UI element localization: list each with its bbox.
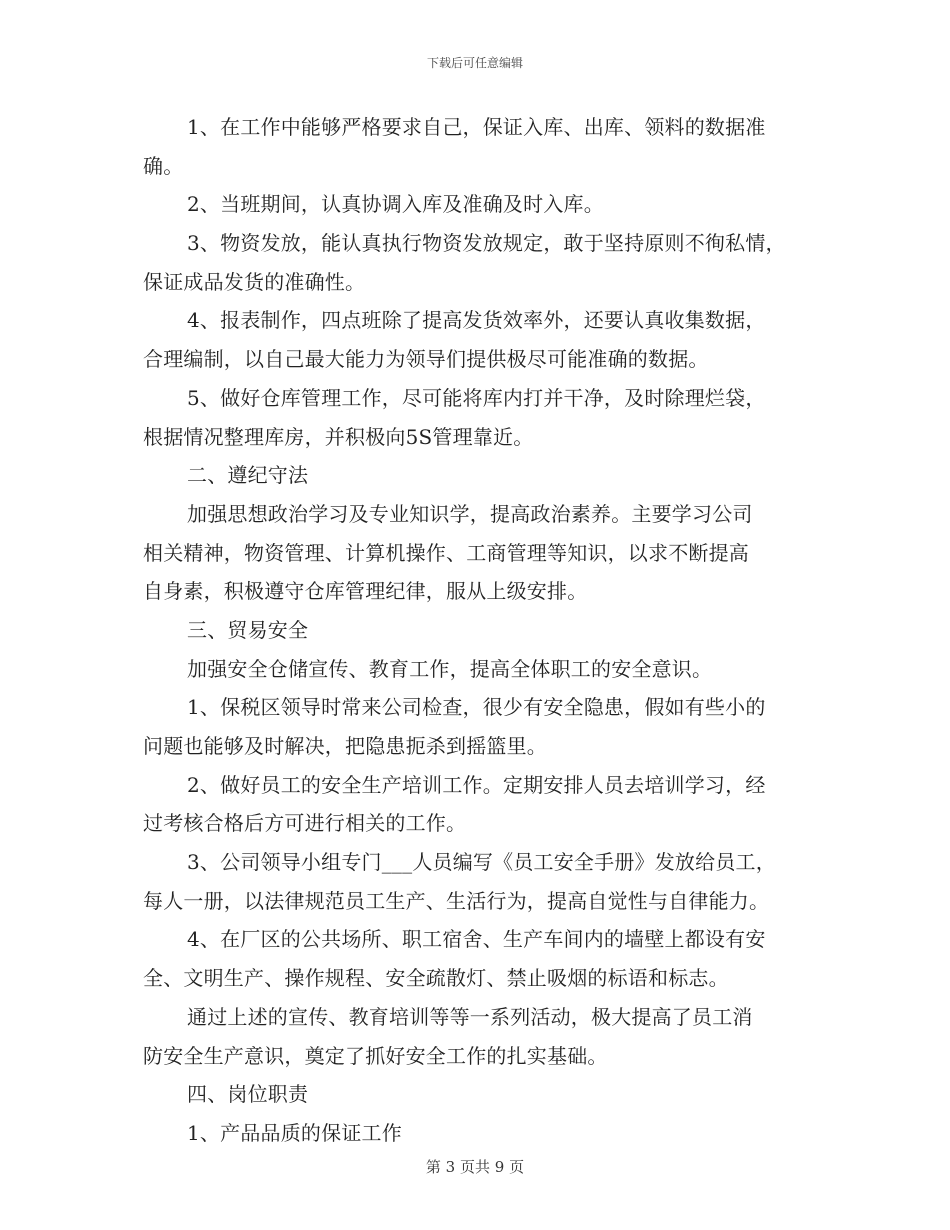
text-line: 全、文明生产、操作规程、安全疏散灯、禁止吸烟的标语和标志。 <box>143 966 729 991</box>
text-line: 4、报表制作，四点班除了提高发货效率外，还要认真收集数据， <box>187 308 766 333</box>
text-line: 1、产品品质的保证工作 <box>187 1120 402 1145</box>
text-line: 保证成品发货的准确性。 <box>143 269 366 294</box>
text-line: 问题也能够及时解决，把隐患扼杀到摇篮里。 <box>143 734 547 758</box>
text-line: 根据情况整理库房，并积极向5S管理靠近。 <box>143 424 534 449</box>
text-line: 3、公司领导小组专门___人员编写《员工安全手册》发放给员工， <box>187 850 776 875</box>
section-heading: 三、贸易安全 <box>187 617 309 642</box>
text-line: 2、当班期间，认真协调入库及准确及时入库。 <box>187 192 604 217</box>
page-footer: 第 3 页共 9 页 <box>425 1158 525 1176</box>
text-line: 加强思想政治学习及专业知识学，提高政治素养。主要学习公司 <box>187 501 753 526</box>
text-line: 防安全生产意识，奠定了抓好安全工作的扎实基础。 <box>143 1043 608 1068</box>
text-line: 合理编制，以自己最大能力为领导们提供极尽可能准确的数据。 <box>143 347 709 372</box>
text-line: 自身素，积极遵守仓库管理纪律，服从上级安排。 <box>143 579 588 604</box>
text-line: 加强安全仓储宣传、教育工作，提高全体职工的安全意识。 <box>187 656 713 681</box>
document-body <box>143 108 823 1153</box>
text-line: 5、做好仓库管理工作，尽可能将库内打并干净，及时除理烂袋， <box>187 385 766 410</box>
text-line: 4、在厂区的公共场所、职工宿舍、生产车间内的墙壁上都设有安 <box>187 927 766 952</box>
text-line: 过考核合格后方可进行相关的工作。 <box>143 811 467 836</box>
text-line: 2、做好员工的安全生产培训工作。定期安排人员去培训学习，经 <box>187 772 766 797</box>
page-header: 下载后可任意编辑 <box>426 56 523 70</box>
text-line: 每人一册，以法律规范员工生产、生活行为，提高自觉性与自律能力。 <box>143 888 770 913</box>
text-line: 相关精神，物资管理、计算机操作、工商管理等知识，以求不断提高 <box>143 540 749 565</box>
text-line: 1、在工作中能够严格要求自己，保证入库、出库、领料的数据准 <box>187 115 766 139</box>
section-heading: 二、遵纪守法 <box>187 463 309 488</box>
text-line: 3、物资发放，能认真执行物资发放规定，敢于坚持原则不徇私情， <box>187 231 786 256</box>
text-line: 1、保税区领导时常来公司检查，很少有安全隐患，假如有些小的 <box>187 695 766 720</box>
section-heading: 四、岗位职责 <box>187 1082 309 1107</box>
text-line: 确。 <box>143 153 184 178</box>
text-line: 通过上述的宣传、教育培训等等一系列活动，极大提高了员工消 <box>187 1004 753 1029</box>
